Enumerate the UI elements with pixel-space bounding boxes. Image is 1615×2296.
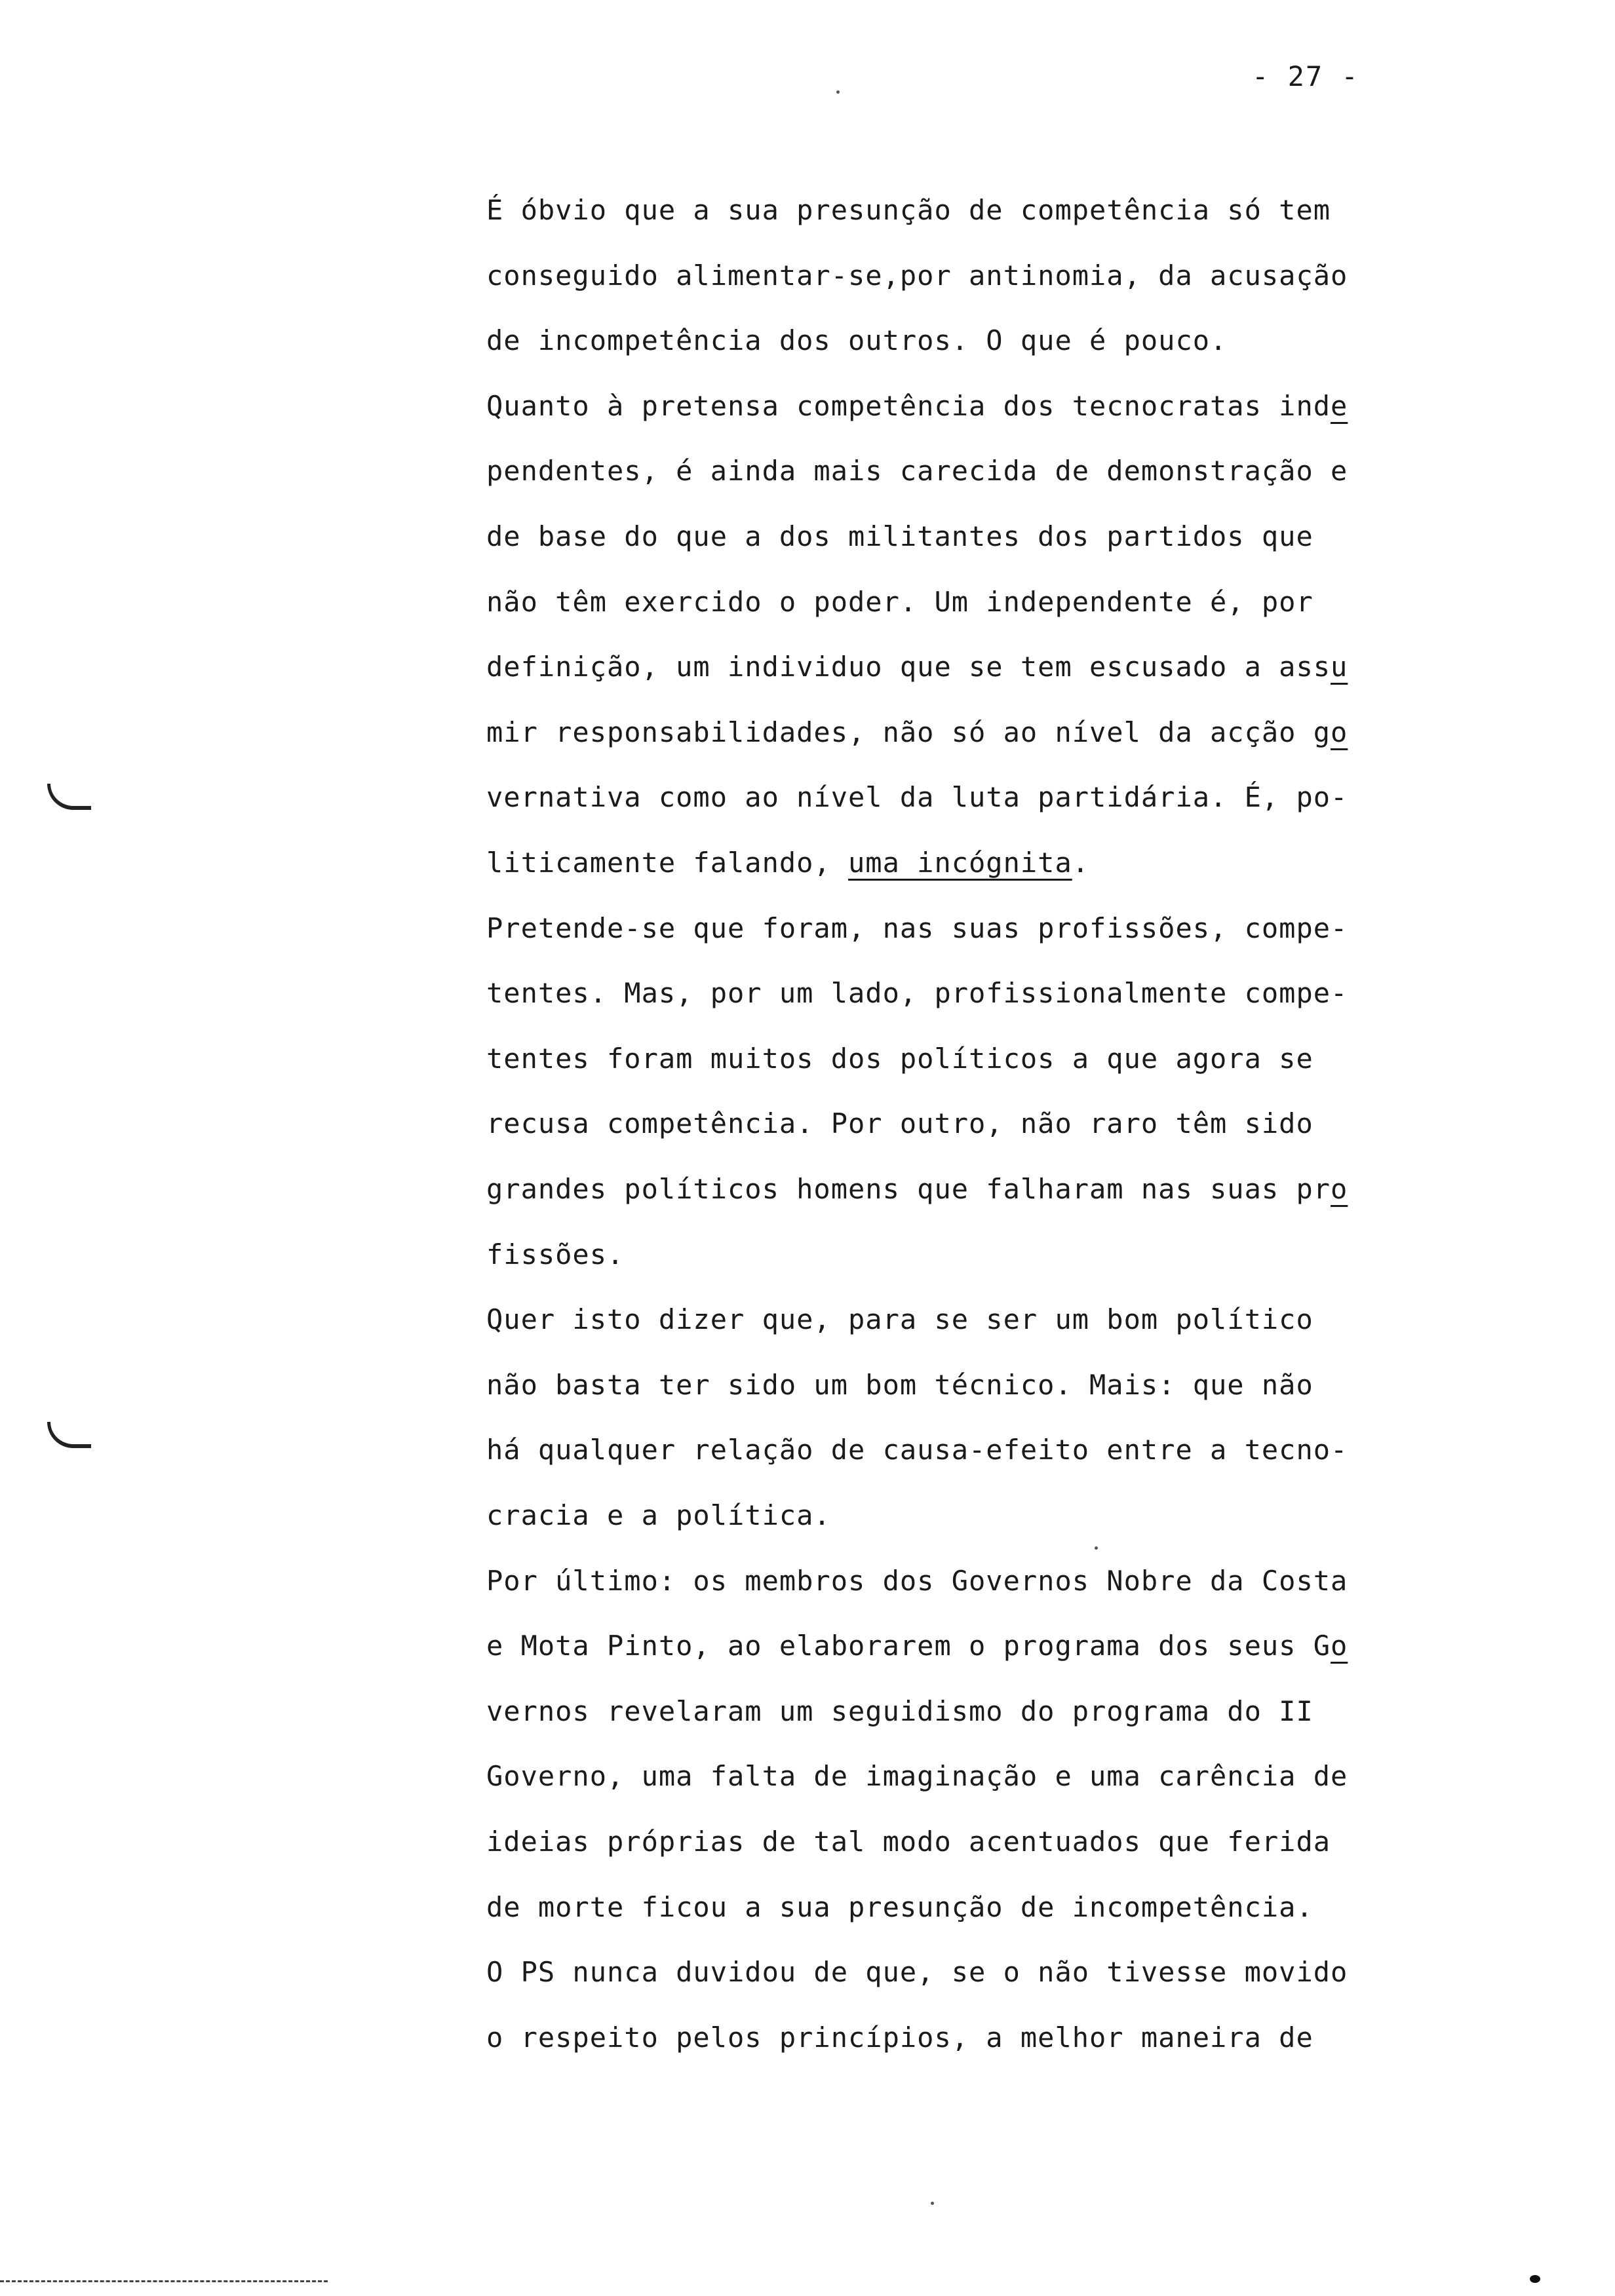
underlined-text: e bbox=[1331, 389, 1348, 422]
line-text: não basta ter sido um bom técnico. Mais: que não bbox=[486, 1368, 1313, 1401]
line-text: cracia e a política. bbox=[486, 1499, 831, 1531]
line-text: vernos revelaram um seguidismo do programa do II bbox=[486, 1694, 1313, 1727]
line-text: Governo, uma falta de imaginação e uma carência de bbox=[486, 1760, 1348, 1793]
line-text: O PS nunca duvidou de que, se o não tivesse movido bbox=[486, 1956, 1348, 1989]
page-number: - 27 - bbox=[1252, 60, 1359, 92]
text-line bbox=[486, 1238, 625, 1271]
text-line bbox=[486, 1499, 831, 1531]
text-line bbox=[486, 911, 1348, 944]
line-text: liticamente falando, bbox=[486, 847, 849, 879]
text-line bbox=[486, 1107, 1313, 1140]
punch-hole-mark-bottom bbox=[47, 1422, 91, 1448]
line-text: mir responsabilidades, não só ao nível da acção g bbox=[486, 716, 1331, 748]
corner-mark bbox=[1530, 2275, 1540, 2283]
underlined-text: u bbox=[1331, 651, 1348, 683]
text-line bbox=[486, 1564, 1348, 1597]
line-text: grandes políticos homens que falharam nas suas pr bbox=[486, 1173, 1331, 1205]
text-line bbox=[486, 1042, 1313, 1075]
line-text: É óbvio que a sua presunção de competência só tem bbox=[486, 194, 1331, 226]
text-line bbox=[486, 455, 1348, 488]
line-text: Por último: os membros dos Governos Nobre da Costa bbox=[486, 1564, 1348, 1597]
line-text: e Mota Pinto, ao elaborarem o programa dos seus G bbox=[486, 1630, 1331, 1662]
text-line bbox=[486, 1956, 1348, 1989]
line-text: de incompetência dos outros. O que é pouco. bbox=[486, 324, 1228, 357]
line-text: recusa competência. Por outro, não raro têm sido bbox=[486, 1107, 1313, 1140]
punch-hole-mark-top bbox=[47, 784, 91, 810]
bottom-edge-rule bbox=[0, 2280, 328, 2282]
underlined-text: o bbox=[1331, 1173, 1348, 1205]
text-line bbox=[486, 1173, 1348, 1205]
line-text: de morte ficou a sua presunção de incompetência. bbox=[486, 1890, 1313, 1923]
text-line bbox=[486, 977, 1348, 1010]
underlined-text: o bbox=[1331, 716, 1348, 748]
line-text: Quanto à pretensa competência dos tecnocratas ind bbox=[486, 389, 1331, 422]
text-line bbox=[486, 259, 1348, 292]
line-text: conseguido alimentar-se,por antinomia, da acusação bbox=[486, 259, 1348, 292]
text-line bbox=[486, 520, 1313, 552]
text-line bbox=[486, 1368, 1313, 1401]
text-line bbox=[486, 2021, 1313, 2054]
line-text: não têm exercido o poder. Um independente é, por bbox=[486, 585, 1313, 618]
text-line bbox=[486, 1760, 1348, 1793]
speck bbox=[931, 2202, 934, 2205]
text-line bbox=[486, 389, 1348, 422]
text-line bbox=[486, 1890, 1313, 1923]
text-line bbox=[486, 1828, 1331, 1856]
underlined-text: uma incógnita bbox=[848, 847, 1072, 879]
line-text: ideias próprias de tal modo acentuados que ferida bbox=[486, 1826, 1331, 1858]
line-text: tentes. Mas, por um lado, profissionalmente compe- bbox=[486, 977, 1348, 1010]
speck bbox=[836, 90, 840, 94]
text-line bbox=[486, 194, 1331, 226]
line-text: Pretende-se que foram, nas suas profissões, compe- bbox=[486, 911, 1348, 944]
text-line bbox=[486, 653, 1348, 681]
line-text: definição, um individuo que se tem escusado a ass bbox=[486, 651, 1331, 683]
line-text: fissões. bbox=[486, 1238, 625, 1271]
text-line bbox=[486, 781, 1348, 814]
underlined-text: o bbox=[1331, 1630, 1348, 1662]
line-text-after: . bbox=[1072, 847, 1090, 879]
line-text: vernativa como ao nível da luta partidária. É, po- bbox=[486, 781, 1348, 814]
text-line bbox=[486, 1694, 1313, 1727]
text-line bbox=[486, 1303, 1313, 1336]
line-text: há qualquer relação de causa-efeito entre a tecno- bbox=[486, 1434, 1348, 1466]
text-line bbox=[486, 324, 1228, 357]
line-text: tentes foram muitos dos políticos a que agora se bbox=[486, 1042, 1313, 1075]
line-text: pendentes, é ainda mais carecida de demonstração e bbox=[486, 455, 1348, 488]
line-text: de base do que a dos militantes dos partidos que bbox=[486, 520, 1313, 552]
text-line bbox=[486, 716, 1348, 748]
text-line bbox=[486, 1632, 1348, 1660]
speck bbox=[1095, 1546, 1098, 1550]
text-line bbox=[486, 1436, 1348, 1464]
line-text: o respeito pelos princípios, a melhor maneira de bbox=[486, 2021, 1313, 2054]
text-line bbox=[486, 585, 1313, 618]
line-text: Quer isto dizer que, para se ser um bom político bbox=[486, 1303, 1313, 1336]
text-line bbox=[486, 849, 1089, 877]
